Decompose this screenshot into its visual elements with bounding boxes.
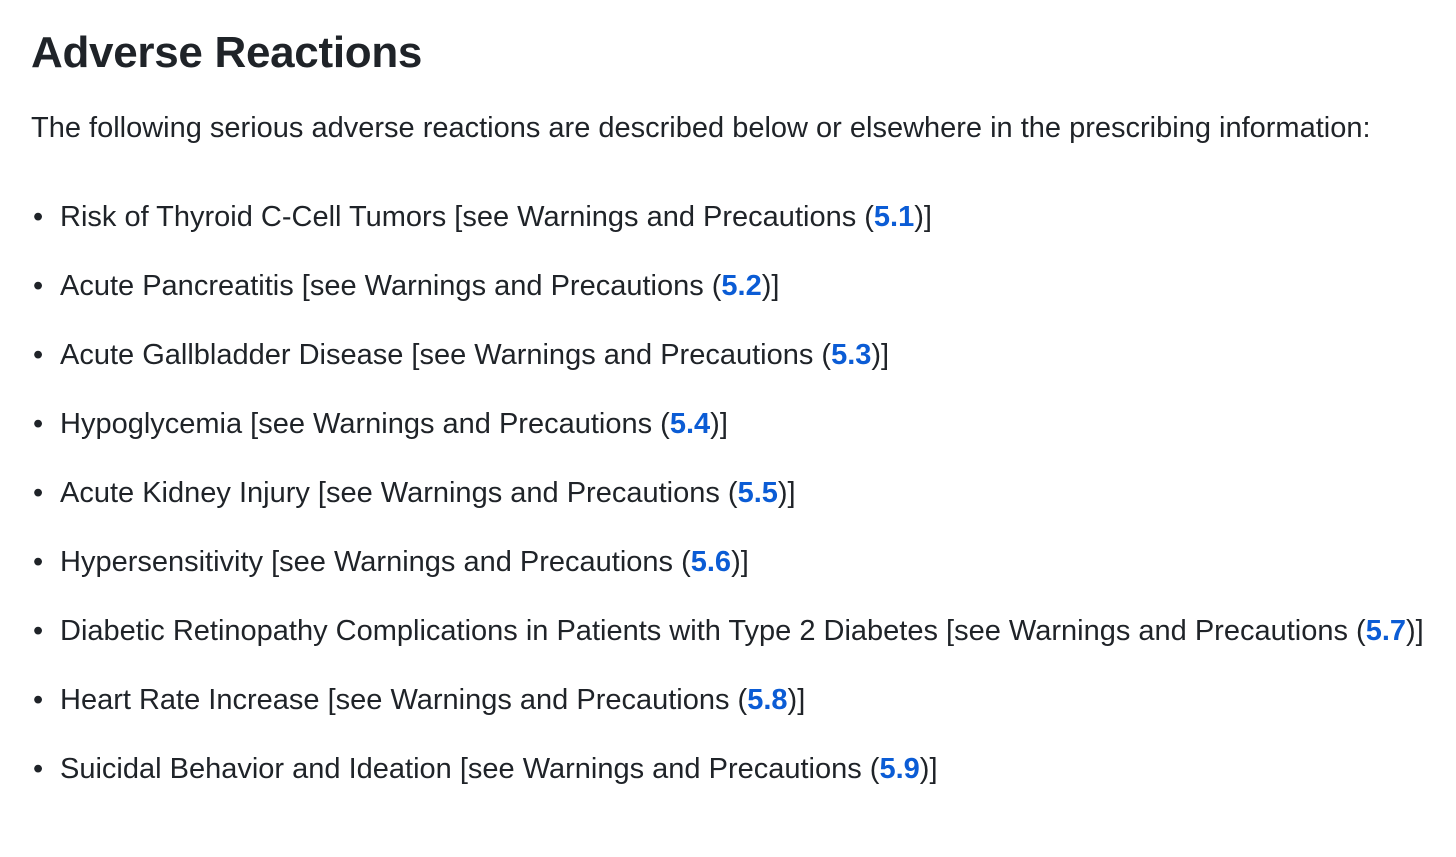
section-link-5-2[interactable]: 5.2 [721, 270, 762, 302]
reaction-text: Acute Pancreatitis [see Warnings and Precautions ( [60, 270, 722, 302]
reaction-suffix: )] [871, 339, 890, 371]
intro-paragraph: The following serious adverse reactions are described below or elsewhere in the prescribing information: [31, 112, 1371, 144]
section-link-5-1[interactable]: 5.1 [873, 201, 915, 233]
section-link-5-7[interactable]: 5.7 [1365, 615, 1407, 647]
page-title: Adverse Reactions [31, 28, 423, 77]
section-link-5-6[interactable]: 5.6 [690, 546, 732, 578]
reaction-suffix: )] [731, 546, 749, 578]
list-item [31, 262, 1431, 310]
reaction-text: Hypersensitivity [see Warnings and Precautions ( [60, 546, 691, 578]
section-link-5-5[interactable]: 5.5 [737, 477, 778, 509]
adverse-reactions-list [31, 193, 1431, 814]
list-item [31, 538, 1431, 586]
bullet-icon: • [33, 684, 44, 716]
reaction-suffix: )] [761, 270, 780, 302]
list-item [31, 676, 1431, 724]
bullet-icon: • [33, 270, 44, 302]
section-link-5-8[interactable]: 5.8 [747, 684, 788, 716]
reaction-suffix: )] [710, 408, 728, 440]
list-item [31, 745, 1431, 793]
bullet-icon: • [33, 408, 44, 440]
section-link-5-4[interactable]: 5.4 [669, 408, 711, 440]
list-item [31, 400, 1431, 448]
section-link-5-9[interactable]: 5.9 [879, 753, 920, 785]
reaction-text: Suicidal Behavior and Ideation [see Warnings and Precautions ( [60, 753, 880, 785]
bullet-icon: • [33, 546, 44, 578]
reaction-text: Acute Gallbladder Disease [see Warnings and Precautions ( [60, 339, 832, 371]
reaction-suffix: )] [919, 753, 938, 785]
bullet-icon: • [33, 477, 44, 509]
list-item [31, 331, 1431, 379]
reaction-text: Diabetic Retinopathy Complications in Patients with Type 2 Diabetes [see Warnings and Precautions ( [60, 615, 1366, 647]
reaction-text: Heart Rate Increase [see Warnings and Precautions ( [60, 684, 748, 716]
bullet-icon: • [33, 339, 44, 371]
section-link-5-3[interactable]: 5.3 [831, 339, 872, 371]
reaction-suffix: )] [1406, 615, 1424, 647]
reaction-suffix: )] [777, 477, 796, 509]
reaction-suffix: )] [914, 201, 932, 233]
list-item [31, 607, 1431, 655]
list-item [31, 469, 1431, 517]
bullet-icon: • [33, 753, 44, 785]
bullet-icon: • [33, 201, 44, 233]
list-item [31, 193, 1431, 241]
reaction-text: Acute Kidney Injury [see Warnings and Precautions ( [60, 477, 738, 509]
bullet-icon: • [33, 615, 44, 647]
reaction-suffix: )] [787, 684, 806, 716]
reaction-text: Hypoglycemia [see Warnings and Precautions ( [60, 408, 670, 440]
reaction-text: Risk of Thyroid C-Cell Tumors [see Warnings and Precautions ( [60, 201, 874, 233]
